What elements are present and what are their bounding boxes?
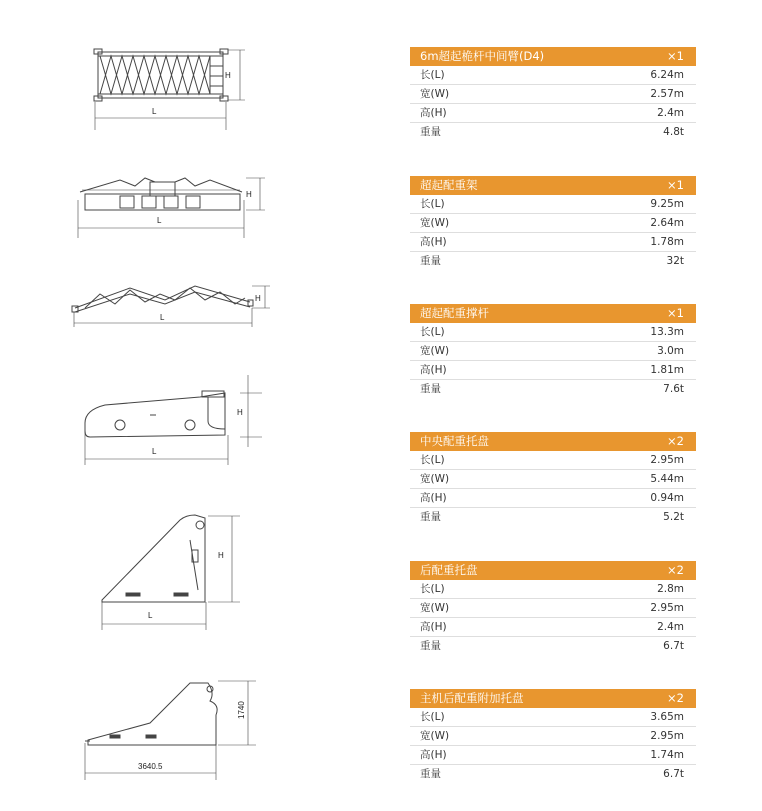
component-qty: ×1 [667, 306, 684, 320]
component-name: 中央配重托盘 [420, 434, 489, 448]
component-name: 主机后配重附加托盘 [420, 691, 524, 705]
component-name: 6m超起桅杆中间臂(D4) [420, 49, 545, 63]
spec-value: 9.25m [650, 198, 684, 210]
spec-value: 3.65m [650, 711, 684, 723]
dim-h-label: H [255, 294, 261, 303]
dim-h-label: H [225, 71, 231, 80]
spec-row-width [410, 214, 696, 233]
component-qty: ×2 [667, 691, 684, 705]
spec-label: 重量 [420, 768, 441, 780]
spec-value: 1.78m [650, 236, 684, 248]
component-qty: ×1 [667, 49, 684, 63]
spec-header [410, 176, 696, 195]
spec-label: 宽(W) [420, 345, 450, 357]
spec-header [410, 304, 696, 323]
spec-table-counterweight-strut [410, 304, 696, 399]
spec-table-counterweight-frame [410, 176, 696, 271]
dim-l-label: L [160, 313, 165, 322]
spec-label: 长(L) [420, 454, 445, 466]
spec-label: 宽(W) [420, 473, 450, 485]
spec-row-weight [410, 380, 696, 399]
spec-value: 4.8t [663, 126, 684, 138]
rear-tray-drawing [60, 510, 290, 635]
spec-row-length [410, 66, 696, 85]
spec-row-width [410, 727, 696, 746]
spec-row-weight [410, 508, 696, 527]
dim-l-label: L [152, 107, 157, 116]
spec-label: 长(L) [420, 583, 445, 595]
spec-row-width [410, 599, 696, 618]
component-name: 超起配重架 [420, 178, 478, 192]
spec-label: 高(H) [420, 749, 447, 761]
drawing-mast-middle-section [60, 40, 290, 135]
dim-h-label: 1740 [237, 701, 246, 719]
spec-value: 1.81m [650, 364, 684, 376]
spec-value: 6.7t [663, 640, 684, 652]
spec-row-height [410, 618, 696, 637]
spec-value: 2.4m [657, 107, 684, 119]
drawing-additional-tray [60, 675, 290, 785]
spec-value: 2.8m [657, 583, 684, 595]
additional-tray-drawing [60, 675, 290, 785]
spec-row-width [410, 470, 696, 489]
spec-row-weight [410, 252, 696, 271]
drawing-counterweight-frame [60, 170, 290, 245]
spec-table-central-tray [410, 432, 696, 527]
spec-row-weight [410, 123, 696, 142]
component-qty: ×2 [667, 434, 684, 448]
dim-h-label: H [246, 190, 252, 199]
component-qty: ×2 [667, 563, 684, 577]
spec-header [410, 432, 696, 451]
spec-table-additional-tray [410, 689, 696, 784]
dim-h-label: H [237, 408, 243, 417]
spec-value: 0.94m [650, 492, 684, 504]
drawing-counterweight-strut [60, 280, 290, 330]
component-name: 超起配重撑杆 [420, 306, 489, 320]
spec-label: 重量 [420, 640, 441, 652]
spec-value: 5.44m [650, 473, 684, 485]
spec-label: 高(H) [420, 107, 447, 119]
spec-label: 宽(W) [420, 88, 450, 100]
spec-row-length [410, 708, 696, 727]
spec-row-height [410, 489, 696, 508]
spec-value: 6.7t [663, 768, 684, 780]
spec-value: 2.64m [650, 217, 684, 229]
spec-value: 5.2t [663, 511, 684, 523]
spec-label: 重量 [420, 383, 441, 395]
spec-table-mast-section [410, 47, 696, 142]
spec-row-weight [410, 637, 696, 656]
spec-row-length [410, 451, 696, 470]
spec-label: 重量 [420, 511, 441, 523]
dim-l-label: L [157, 216, 162, 225]
component-qty: ×1 [667, 178, 684, 192]
spec-label: 高(H) [420, 621, 447, 633]
dim-l-label: L [152, 447, 157, 456]
spec-label: 宽(W) [420, 602, 450, 614]
spec-label: 长(L) [420, 198, 445, 210]
drawing-central-tray [60, 375, 290, 467]
dim-l-label: L [148, 611, 153, 620]
mast-section-drawing [60, 40, 290, 135]
spec-label: 高(H) [420, 492, 447, 504]
spec-value: 13.3m [650, 326, 684, 338]
spec-row-height [410, 233, 696, 252]
spec-row-width [410, 342, 696, 361]
spec-value: 2.95m [650, 602, 684, 614]
spec-header [410, 561, 696, 580]
spec-label: 重量 [420, 255, 441, 267]
spec-row-weight [410, 765, 696, 784]
spec-label: 长(L) [420, 326, 445, 338]
spec-value: 2.4m [657, 621, 684, 633]
spec-label: 重量 [420, 126, 441, 138]
spec-label: 高(H) [420, 364, 447, 376]
central-tray-drawing [60, 375, 290, 467]
component-name: 后配重托盘 [420, 563, 478, 577]
spec-row-length [410, 580, 696, 599]
spec-value: 1.74m [650, 749, 684, 761]
spec-table-rear-tray [410, 561, 696, 656]
spec-row-height [410, 746, 696, 765]
spec-label: 宽(W) [420, 730, 450, 742]
spec-value: 2.57m [650, 88, 684, 100]
spec-label: 长(L) [420, 69, 445, 81]
spec-value: 2.95m [650, 454, 684, 466]
spec-row-length [410, 195, 696, 214]
spec-header [410, 47, 696, 66]
spec-value: 32t [666, 255, 684, 267]
spec-label: 长(L) [420, 711, 445, 723]
spec-value: 6.24m [650, 69, 684, 81]
spec-row-length [410, 323, 696, 342]
spec-label: 宽(W) [420, 217, 450, 229]
spec-value: 2.95m [650, 730, 684, 742]
counterweight-frame-drawing [60, 170, 290, 245]
spec-value: 3.0m [657, 345, 684, 357]
spec-row-height [410, 361, 696, 380]
strut-drawing [60, 280, 290, 330]
spec-value: 7.6t [663, 383, 684, 395]
dim-l-label: 3640.5 [138, 762, 163, 771]
drawing-rear-tray [60, 510, 290, 635]
spec-header [410, 689, 696, 708]
spec-row-width [410, 85, 696, 104]
dim-h-label: H [218, 551, 224, 560]
spec-label: 高(H) [420, 236, 447, 248]
spec-row-height [410, 104, 696, 123]
